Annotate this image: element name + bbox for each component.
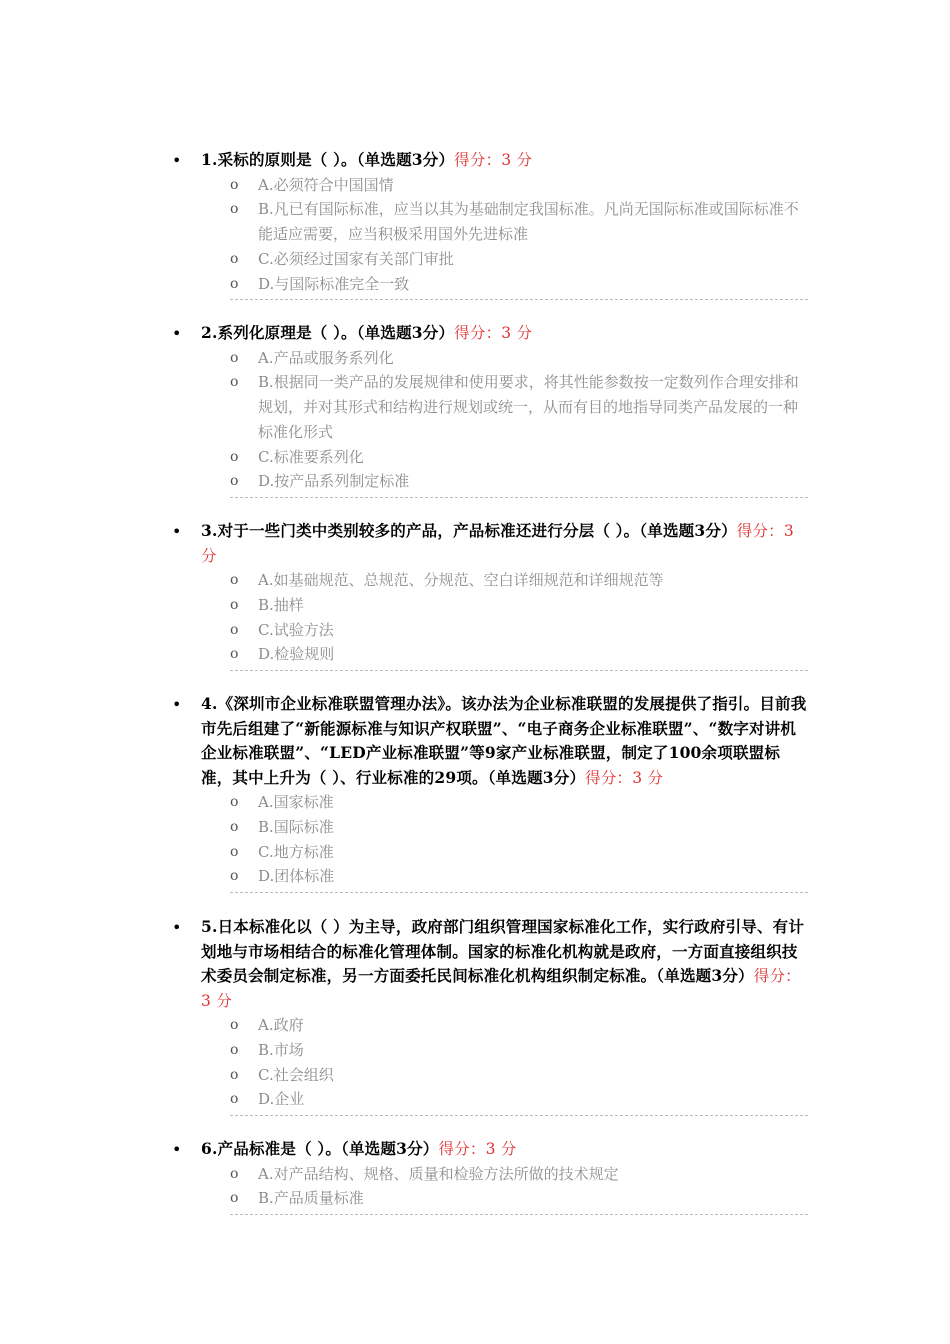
option-bullet-icon: o	[230, 621, 239, 638]
option-label: D.按产品系列制定标准	[258, 472, 410, 491]
bullet-icon: •	[172, 324, 182, 343]
option-bullet-icon: o	[230, 1066, 239, 1083]
option-d[interactable]	[230, 864, 808, 889]
score-label: 得分：3 分	[201, 967, 801, 1010]
dashed-divider	[230, 670, 808, 671]
option-label: D.与国际标准完全一致	[258, 274, 410, 293]
option-list	[230, 173, 808, 297]
question-3	[172, 519, 812, 671]
option-c[interactable]	[230, 618, 808, 643]
bullet-icon: •	[172, 151, 182, 170]
score-label: 得分：3 分	[454, 151, 533, 169]
option-list	[230, 568, 808, 667]
option-label: B.市场	[258, 1040, 304, 1059]
option-list	[230, 346, 808, 495]
option-bullet-icon: o	[230, 572, 239, 588]
option-label: A.对产品结构、规格、质量和检验方法所做的技术规定	[258, 1164, 619, 1183]
option-bullet-icon: o	[230, 176, 239, 193]
option-label: A.必须符合中国国情	[258, 175, 394, 194]
option-a[interactable]	[230, 790, 808, 815]
bullet-icon: •	[172, 918, 182, 937]
option-label: B.抽样	[258, 595, 304, 614]
option-label: D.企业	[258, 1090, 305, 1109]
option-label: C.地方标准	[258, 842, 334, 861]
dashed-divider	[230, 892, 808, 893]
score-label: 得分：3 分	[585, 768, 664, 787]
option-a[interactable]	[230, 568, 808, 593]
option-label: A.如基础规范、总规范、分规范、空白详细规范和详细规范等	[258, 571, 664, 589]
option-bullet-icon: o	[230, 646, 239, 663]
option-bullet-icon: o	[230, 448, 239, 465]
question-text	[201, 1137, 809, 1162]
option-c[interactable]	[230, 1063, 808, 1088]
option-bullet-icon: o	[230, 818, 239, 835]
bullet-icon: •	[172, 522, 182, 541]
option-bullet-icon: o	[230, 794, 239, 810]
option-b[interactable]	[230, 815, 808, 840]
option-b[interactable]	[230, 593, 808, 618]
option-list	[230, 1162, 808, 1212]
bullet-icon: •	[172, 1140, 182, 1159]
option-b[interactable]	[230, 1038, 808, 1063]
question-6	[172, 1137, 812, 1215]
option-b[interactable]	[230, 1186, 808, 1211]
dashed-divider	[230, 299, 808, 300]
option-label: C.试验方法	[258, 620, 334, 639]
question-stem: 2.系列化原理是（ ）。（单选题3分）	[201, 323, 455, 342]
option-d[interactable]	[230, 1087, 808, 1112]
option-d[interactable]	[230, 272, 808, 297]
dashed-divider	[230, 1115, 808, 1116]
option-label: B.国际标准	[258, 817, 334, 836]
option-c[interactable]	[230, 445, 808, 470]
option-label: A.国家标准	[258, 793, 334, 811]
option-list	[230, 1013, 808, 1112]
option-a[interactable]	[230, 346, 808, 371]
option-bullet-icon: o	[230, 250, 239, 267]
option-label: A.产品或服务系列化	[258, 348, 394, 367]
score-label: 得分：3 分	[438, 1140, 517, 1158]
option-a[interactable]	[230, 1162, 808, 1187]
option-bullet-icon: o	[230, 843, 239, 860]
option-bullet-icon: o	[230, 275, 239, 292]
score-label: 得分：3 分	[201, 522, 794, 565]
question-text	[201, 148, 809, 173]
option-bullet-icon: o	[230, 349, 239, 366]
option-bullet-icon: o	[230, 374, 239, 391]
option-label: A.政府	[258, 1016, 304, 1034]
option-b[interactable]	[230, 370, 808, 444]
question-text	[201, 915, 809, 1013]
option-d[interactable]	[230, 642, 808, 667]
question-2	[172, 321, 812, 498]
question-text	[201, 321, 809, 346]
option-label: C.标准要系列化	[258, 447, 364, 466]
question-text	[201, 519, 809, 568]
option-label: C.社会组织	[258, 1065, 334, 1084]
question-1	[172, 148, 812, 300]
bullet-icon: •	[172, 695, 182, 714]
option-b[interactable]	[230, 197, 808, 247]
option-bullet-icon: o	[230, 1165, 239, 1182]
option-label: B.产品质量标准	[258, 1189, 364, 1208]
question-4	[172, 692, 812, 893]
score-label: 得分：3 分	[454, 324, 533, 342]
option-bullet-icon: o	[230, 596, 239, 613]
option-bullet-icon: o	[230, 1190, 239, 1207]
option-a[interactable]	[230, 173, 808, 198]
question-5	[172, 915, 812, 1116]
option-bullet-icon: o	[230, 201, 239, 218]
option-label: B.根据同一类产品的发展规律和使用要求，将其性能参数按一定数列作合理安排和规划，并对其形式和结构进行规划或统一，从而有目的地指导同类产品发展的一种标准化形式	[258, 373, 799, 441]
option-list	[230, 790, 808, 889]
question-text	[201, 692, 809, 790]
question-stem: 4.《深圳市企业标准联盟管理办法》。该办法为企业标准联盟的发展提供了指引。目前我市先后组建了“新能源标准与知识产权联盟”、“电子商务企业标准联盟”、“数字对讲机企业标准联盟”、“LED产业标准联盟”等9家产业标准联盟，制定了100余项联盟标准，其中上升为（ ）、行业标准的29项。（单选题3分）	[201, 694, 807, 787]
question-stem: 3.对于一些门类中类别较多的产品，产品标准还进行分层（ ）。（单选题3分）	[201, 521, 737, 540]
option-label: D.检验规则	[258, 645, 335, 664]
option-label: B.凡已有国际标准，应当以其为基础制定我国标准。凡尚无国际标准或国际标准不能适应需要，应当积极采用国外先进标准	[258, 200, 799, 244]
option-bullet-icon: o	[230, 1041, 239, 1058]
dashed-divider	[230, 497, 808, 498]
option-c[interactable]	[230, 840, 808, 865]
dashed-divider	[230, 1214, 808, 1215]
question-stem: 1.采标的原则是（ ）。（单选题3分）	[201, 150, 455, 169]
option-bullet-icon: o	[230, 1017, 239, 1033]
option-d[interactable]	[230, 469, 808, 494]
option-label: D.团体标准	[258, 867, 335, 886]
option-bullet-icon: o	[230, 1091, 239, 1108]
option-a[interactable]	[230, 1013, 808, 1038]
question-stem: 6.产品标准是（ ）。（单选题3分）	[201, 1139, 439, 1158]
question-stem: 5.日本标准化以（ ）为主导，政府部门组织管理国家标准化工作，实行政府引导、有计划地与市场相结合的标准化管理体制。国家的标准化机构就是政府，一方面直接组织技术委员会制定标准，另一方面委托民间标准化机构组织制定标准。（单选题3分）	[201, 917, 805, 985]
option-bullet-icon: o	[230, 473, 239, 490]
option-bullet-icon: o	[230, 868, 239, 885]
option-label: C.必须经过国家有关部门审批	[258, 249, 454, 268]
option-c[interactable]	[230, 247, 808, 272]
